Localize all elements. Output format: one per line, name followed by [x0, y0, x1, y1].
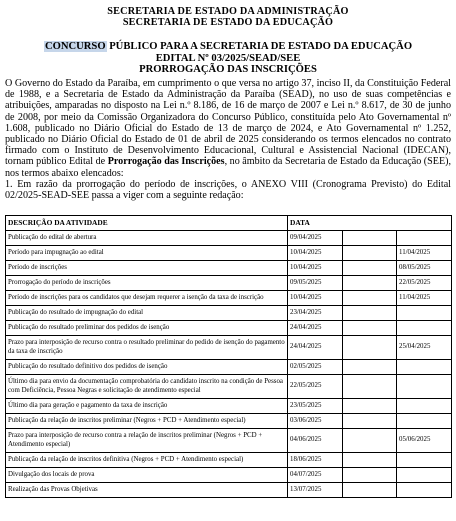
start-date-cell: 23/04/2025	[288, 306, 343, 321]
activity-cell: Publicação da relação de inscritos definitiva (Negros + PCD + Atendimento especial)	[6, 453, 288, 468]
edital-body	[5, 78, 451, 201]
activity-cell: Último dia para envio da documentação comprobatória do candidato inscrito na condição de Pessoa com Deficiência, Pessoa Negras e solicitação de atendimento especial	[6, 375, 288, 399]
end-date-cell: 25/04/2025	[397, 336, 452, 360]
end-date-cell: 11/04/2025	[397, 246, 452, 261]
end-date-cell	[397, 360, 452, 375]
date-separator-cell	[343, 429, 397, 453]
table-row	[6, 483, 452, 498]
title-line-3: PRORROGAÇÃO DAS INSCRIÇÕES	[139, 64, 317, 76]
schedule-table-body	[6, 231, 452, 498]
start-date-cell: 09/05/2025	[288, 276, 343, 291]
date-separator-cell	[343, 483, 397, 498]
table-row	[6, 261, 452, 276]
highlighted-text: CONCURSO	[44, 41, 106, 52]
table-row	[6, 468, 452, 483]
activity-cell: Publicação do resultado de impugnação do edital	[6, 306, 288, 321]
header-line-1: SECRETARIA DE ESTADO DA ADMINISTRAÇÃO	[107, 6, 349, 17]
start-date-cell: 09/04/2025	[288, 231, 343, 246]
start-date-cell: 04/06/2025	[288, 429, 343, 453]
end-date-cell	[397, 483, 452, 498]
schedule-table	[5, 215, 452, 498]
date-separator-cell	[343, 414, 397, 429]
body-paragraph-1-end: , no âmbito da Secretaria de Estado da Educação (SEE), nos termos abaixo elencados:	[5, 156, 451, 179]
date-separator-cell	[343, 336, 397, 360]
table-row	[6, 399, 452, 414]
body-paragraph-2: 1. Em razão da prorrogação do período de inscrições, o ANEXO VIII (Cronograma Previsto) do Edital 02/2025-SEAD-SEE passa a viger com a seguinte redação:	[5, 178, 451, 202]
date-separator-cell	[343, 399, 397, 414]
activity-cell: Período de inscrições para os candidatos que desejam requerer a isenção da taxa de inscrição	[6, 291, 288, 306]
activity-cell: Período de inscrições	[6, 261, 288, 276]
table-row	[6, 231, 452, 246]
end-date-cell	[397, 414, 452, 429]
body-paragraph-1-text: O Governo do Estado da Paraíba, em cumprimento o que versa no artigo 37, inciso II, da Constituição Federal de 1988, e a Secretaria de Estado da Administração da Paraíba (SEAD), no uso de suas competências e atribuições, amparadas no disposto na Lei n.º 8.186, de 16 de março de 2007 e Lei n.º 8.617, de 30 de junho de 2008, por meio da Comissão Organizadora do Concurso Público, constituída pelo Ato Governamental nº 1.608, publicado no Diário Oficial do Estado de 13 de março de 2024, e Ato Governamental nº 1.252, publicado no Diário Oficial do Estado de 01 de abril de 2025 considerando os termos elencados no contrato firmado com o Instituto de Desenvolvimento Educacional, Cultural e Assistencial Nacional (IDECAN), tornam público Edital de	[5, 78, 451, 168]
date-separator-cell	[343, 291, 397, 306]
table-row	[6, 291, 452, 306]
title-line-2: EDITAL Nº 03/2025/SEAD/SEE	[155, 52, 301, 64]
start-date-cell: 10/04/2025	[288, 261, 343, 276]
end-date-cell: 22/05/2025	[397, 276, 452, 291]
end-date-cell	[397, 399, 452, 414]
end-date-cell	[397, 306, 452, 321]
title-line-1	[0, 41, 456, 53]
start-date-cell: 24/04/2025	[288, 336, 343, 360]
activity-cell: Prazo para interposição de recurso contra o resultado preliminar do pedido de isenção do pagamento da taxa de inscrição	[6, 336, 288, 360]
start-date-cell: 10/04/2025	[288, 291, 343, 306]
end-date-cell: 08/05/2025	[397, 261, 452, 276]
date-separator-cell	[343, 468, 397, 483]
activity-cell: Publicação do edital de abertura	[6, 231, 288, 246]
activity-cell: Divulgação dos locais de prova	[6, 468, 288, 483]
table-row	[6, 429, 452, 453]
activity-cell: Publicação do resultado definitivo dos pedidos de isenção	[6, 360, 288, 375]
header-line-2: SECRETARIA DE ESTADO DA EDUCAÇÃO	[122, 17, 334, 28]
start-date-cell: 10/04/2025	[288, 246, 343, 261]
end-date-cell: 11/04/2025	[397, 291, 452, 306]
date-separator-cell	[343, 231, 397, 246]
table-row	[6, 453, 452, 468]
start-date-cell: 24/04/2025	[288, 321, 343, 336]
date-separator-cell	[343, 276, 397, 291]
table-row	[6, 336, 452, 360]
title-line-1-rest: PÚBLICO PARA A SECRETARIA DE ESTADO DA EDUCAÇÃO	[106, 41, 413, 52]
start-date-cell: 02/05/2025	[288, 360, 343, 375]
body-paragraph-1-bold: Prorrogação das Inscrições	[107, 156, 225, 168]
date-separator-cell	[343, 306, 397, 321]
table-row	[6, 246, 452, 261]
start-date-cell: 03/06/2025	[288, 414, 343, 429]
activity-cell: Prazo para interposição de recurso contra a relação de inscritos preliminar (Negros + PCD + Atendimento especial)	[6, 429, 288, 453]
table-row	[6, 375, 452, 399]
end-date-cell: 05/06/2025	[397, 429, 452, 453]
activity-cell: Último dia para geração e pagamento da taxa de inscrição	[6, 399, 288, 414]
start-date-cell: 23/05/2025	[288, 399, 343, 414]
end-date-cell	[397, 321, 452, 336]
table-row	[6, 306, 452, 321]
date-separator-cell	[343, 246, 397, 261]
activity-cell: Realização das Provas Objetivas	[6, 483, 288, 498]
date-separator-cell	[343, 360, 397, 375]
body-paragraph-1	[5, 78, 451, 179]
end-date-cell	[397, 231, 452, 246]
start-date-cell: 22/05/2025	[288, 375, 343, 399]
column-header-date: DATA	[288, 216, 452, 231]
column-header-activity: DESCRIÇÃO DA ATIVIDADE	[6, 216, 288, 231]
date-separator-cell	[343, 453, 397, 468]
activity-cell: Prorrogação do período de inscrições	[6, 276, 288, 291]
table-row	[6, 276, 452, 291]
table-row	[6, 414, 452, 429]
activity-cell: Período para impugnação ao edital	[6, 246, 288, 261]
date-separator-cell	[343, 321, 397, 336]
activity-cell: Publicação da relação de inscritos preliminar (Negros + PCD + Atendimento especial)	[6, 414, 288, 429]
end-date-cell	[397, 468, 452, 483]
activity-cell: Publicação do resultado preliminar dos pedidos de isenção	[6, 321, 288, 336]
table-row	[6, 321, 452, 336]
table-row	[6, 360, 452, 375]
start-date-cell: 04/07/2025	[288, 468, 343, 483]
date-separator-cell	[343, 375, 397, 399]
document-title	[0, 41, 456, 76]
end-date-cell	[397, 453, 452, 468]
end-date-cell	[397, 375, 452, 399]
start-date-cell: 18/06/2025	[288, 453, 343, 468]
date-separator-cell	[343, 261, 397, 276]
start-date-cell: 13/07/2025	[288, 483, 343, 498]
